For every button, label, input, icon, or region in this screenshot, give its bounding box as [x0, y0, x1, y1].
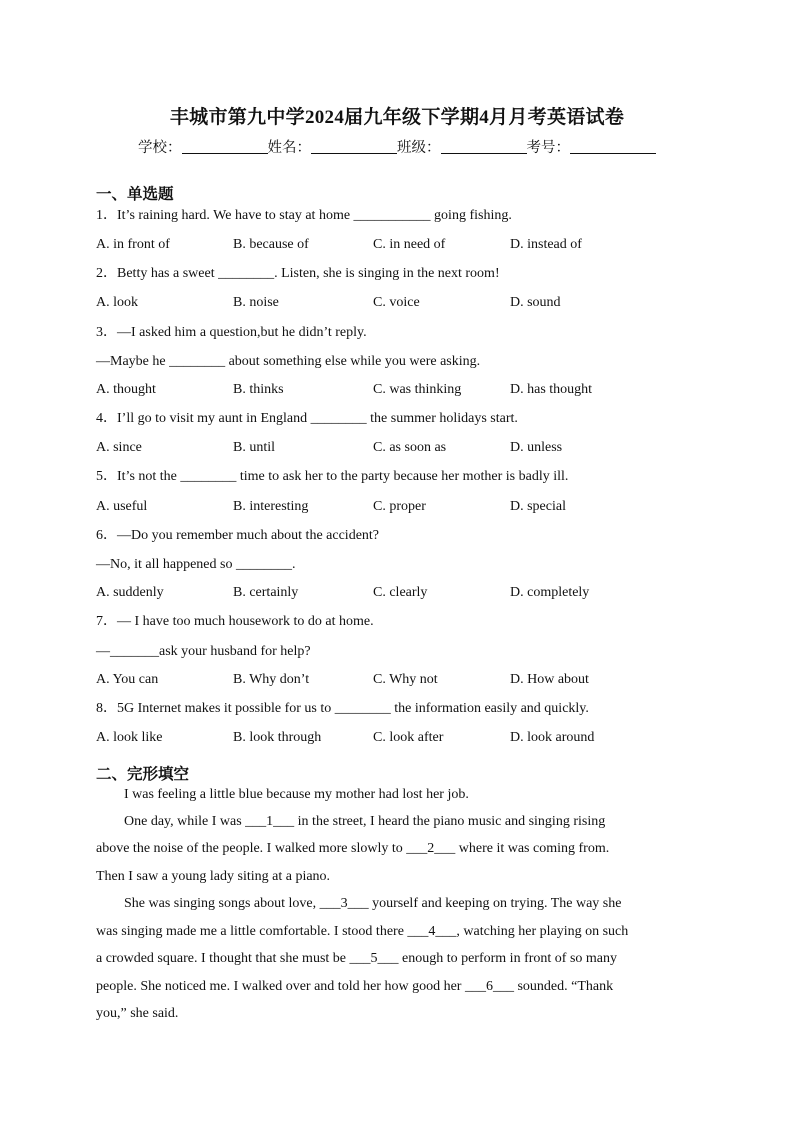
question-stem: 8．5G Internet makes it possible for us to ________ the information easily and quickly. [96, 701, 589, 716]
question-options [96, 729, 716, 747]
option-d[interactable]: D. look around [510, 730, 595, 745]
option-a[interactable]: A. thought [96, 382, 156, 397]
question-stem-line2: —_______ask your husband for help? [96, 644, 311, 659]
option-d[interactable]: D. How about [510, 672, 589, 687]
class-blank[interactable] [441, 139, 527, 154]
option-a[interactable]: A. You can [96, 672, 159, 687]
name-blank[interactable] [311, 139, 397, 154]
question-stem: 5．It’s not the ________ time to ask her to the party because her mother is badly ill. [96, 469, 569, 484]
option-a[interactable]: A. suddenly [96, 585, 164, 600]
option-a[interactable]: A. useful [96, 499, 148, 514]
option-a[interactable]: A. since [96, 440, 142, 455]
question-options [96, 498, 716, 516]
question-stem: 7．— I have too much housework to do at home. [96, 614, 374, 629]
question-stem: 3．—I asked him a question,but he didn’t reply. [96, 325, 367, 340]
passage-line: you,” she said. [96, 1006, 179, 1021]
question-stem: 4．I’ll go to visit my aunt in England ________ the summer holidays start. [96, 411, 518, 426]
option-b[interactable]: B. interesting [233, 499, 309, 514]
question-stem: 6．—Do you remember much about the accident? [96, 528, 380, 543]
school-label: 学校： [138, 140, 182, 156]
question-stem-line2: —No, it all happened so ________. [96, 557, 296, 572]
passage-line: a crowded square. I thought that she must be ___5___ enough to perform in front of so many [96, 951, 618, 966]
option-b[interactable]: B. noise [233, 295, 279, 310]
passage-line: people. She noticed me. I walked over and told her how good her ___6___ sounded. “Thank [96, 979, 614, 994]
option-b[interactable]: B. look through [233, 730, 322, 745]
option-d[interactable]: D. has thought [510, 382, 593, 397]
option-b[interactable]: B. thinks [233, 382, 284, 397]
option-b[interactable]: B. because of [233, 237, 309, 252]
option-d[interactable]: D. instead of [510, 237, 582, 252]
option-c[interactable]: C. was thinking [373, 382, 462, 397]
option-c[interactable]: C. in need of [373, 237, 446, 252]
option-d[interactable]: D. completely [510, 585, 590, 600]
question-options [96, 584, 716, 602]
school-blank[interactable] [182, 139, 268, 154]
number-label: 考号： [526, 140, 570, 156]
option-c[interactable]: C. look after [373, 730, 444, 745]
name-label: 姓名： [267, 140, 311, 156]
question-stem: 2．Betty has a sweet ________. Listen, she is singing in the next room! [96, 266, 500, 281]
option-a[interactable]: A. look like [96, 730, 163, 745]
option-c[interactable]: C. as soon as [373, 440, 447, 455]
option-c[interactable]: C. clearly [373, 585, 428, 600]
option-a[interactable]: A. look [96, 295, 138, 310]
question-options [96, 381, 716, 399]
option-b[interactable]: B. until [233, 440, 276, 455]
option-d[interactable]: D. special [510, 499, 566, 514]
option-d[interactable]: D. unless [510, 440, 563, 455]
passage-line: One day, while I was ___1___ in the street, I heard the piano music and singing rising [124, 814, 606, 829]
option-c[interactable]: C. proper [373, 499, 426, 514]
number-blank[interactable] [570, 139, 656, 154]
question-stem-line2: —Maybe he ________ about something else while you were asking. [96, 354, 481, 369]
question-options [96, 236, 716, 254]
passage-line: Then I saw a young lady siting at a piano. [96, 869, 331, 884]
question-options [96, 671, 716, 689]
option-c[interactable]: C. voice [373, 295, 420, 310]
section-title-single-choice: 一、单选题 [96, 185, 174, 203]
passage-line: was singing made me a little comfortable. I stood there ___4___, watching her playing on such [96, 924, 629, 939]
option-a[interactable]: A. in front of [96, 237, 170, 252]
option-d[interactable]: D. sound [510, 295, 561, 310]
question-stem: 1．It’s raining hard. We have to stay at home ___________ going fishing. [96, 208, 512, 223]
option-b[interactable]: B. certainly [233, 585, 299, 600]
question-options [96, 294, 716, 312]
page-title: 丰城市第九中学2024届九年级下学期4月月考英语试卷 [169, 107, 625, 128]
option-b[interactable]: B. Why don’t [233, 672, 310, 687]
question-options [96, 439, 716, 457]
passage-line: above the noise of the people. I walked more slowly to ___2___ where it was coming from. [96, 841, 610, 856]
section-title-cloze: 二、完形填空 [96, 765, 190, 783]
class-label: 班级： [397, 140, 441, 156]
passage-line: I was feeling a little blue because my mother had lost her job. [124, 787, 469, 802]
student-info-line [0, 136, 794, 157]
passage-line: She was singing songs about love, ___3___ yourself and keeping on trying. The way she [124, 896, 622, 911]
option-c[interactable]: C. Why not [373, 672, 438, 687]
